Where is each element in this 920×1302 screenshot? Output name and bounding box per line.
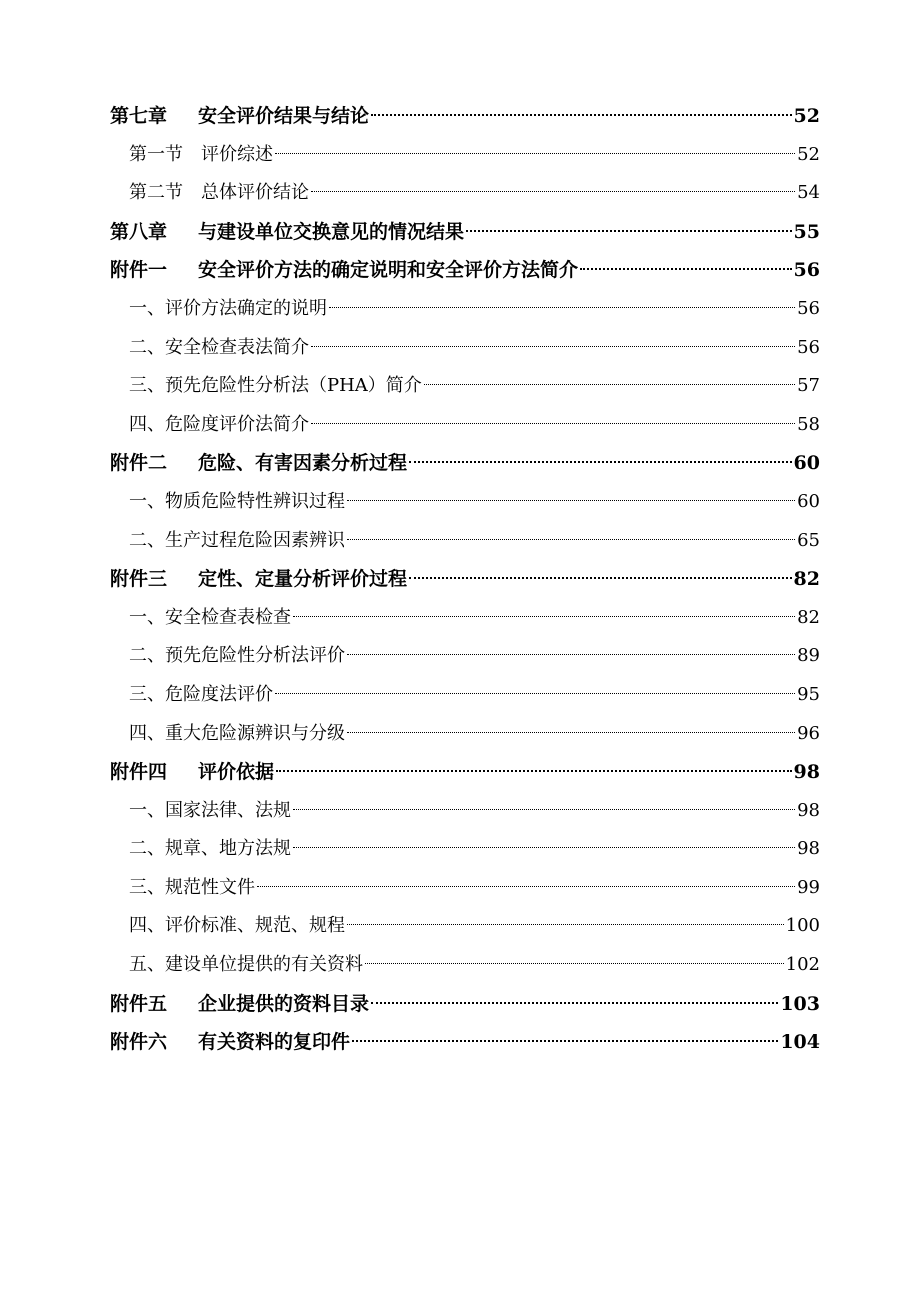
dot-leader <box>371 1002 778 1004</box>
toc-entry-page-number: 98 <box>793 761 820 784</box>
toc-entry-label: 四、 <box>129 413 165 435</box>
toc-entry-page-number: 99 <box>797 876 820 898</box>
toc-entry-title: 安全检查表法简介 <box>165 336 309 358</box>
toc-entry[interactable] <box>110 367 820 406</box>
toc-entry-label: 三、 <box>129 876 165 898</box>
dot-leader <box>293 847 795 848</box>
dot-leader <box>311 423 795 424</box>
toc-entry-title: 危险度评价法简介 <box>165 413 309 435</box>
toc-entry-page-number: 56 <box>797 297 820 319</box>
toc-entry-label: 三、 <box>129 683 165 705</box>
toc-entry[interactable] <box>110 830 820 869</box>
toc-entry-page-number: 104 <box>780 1031 820 1054</box>
toc-entry-page-number: 100 <box>785 915 820 937</box>
dot-leader <box>466 230 792 232</box>
toc-entry-title: 企业提供的资料目录 <box>198 992 370 1015</box>
toc-entry-page-number: 60 <box>797 490 820 512</box>
toc-entry[interactable] <box>110 136 820 175</box>
dot-leader <box>329 307 795 308</box>
toc-entry-label: 二、 <box>129 529 165 551</box>
toc-entry-label: 第八章 <box>110 220 168 243</box>
dot-leader <box>347 539 795 540</box>
toc-entry-title: 评价依据 <box>198 761 275 784</box>
toc-entry-label: 附件三 <box>110 568 168 591</box>
toc-entry-page-number: 56 <box>797 336 820 358</box>
toc-entry-title: 与建设单位交换意见的情况结果 <box>198 220 465 243</box>
toc-entry-label: 一、 <box>129 606 165 628</box>
dot-leader <box>424 384 795 385</box>
toc-entry-label: 第二节 <box>129 182 183 204</box>
dot-leader <box>293 616 795 617</box>
dot-leader <box>365 963 784 964</box>
dot-leader <box>293 809 795 810</box>
toc-entry-title: 评价综述 <box>201 143 273 165</box>
dot-leader <box>311 346 795 347</box>
toc-entry[interactable] <box>110 869 820 908</box>
toc-entry[interactable] <box>110 1023 820 1062</box>
dot-leader <box>276 770 792 772</box>
toc-entry-label: 二、 <box>129 336 165 358</box>
dot-leader <box>257 886 795 887</box>
toc-entry[interactable] <box>110 599 820 638</box>
toc-entry[interactable] <box>110 753 820 792</box>
toc-entry[interactable] <box>110 213 820 252</box>
toc-entry-title: 有关资料的复印件 <box>198 1031 351 1054</box>
toc-entry-page-number: 98 <box>797 799 820 821</box>
toc-entry-label: 一、 <box>129 297 165 319</box>
toc-entry-title: 物质危险特性辨识过程 <box>165 490 345 512</box>
toc-entry-title: 预先危险性分析法（PHA）简介 <box>165 375 422 397</box>
toc-entry-page-number: 58 <box>797 413 820 435</box>
toc-entry-page-number: 95 <box>797 683 820 705</box>
toc-entry-title: 定性、定量分析评价过程 <box>198 568 408 591</box>
toc-entry-label: 附件五 <box>110 992 168 1015</box>
toc-entry-page-number: 82 <box>797 606 820 628</box>
toc-entry-page-number: 60 <box>793 452 820 475</box>
toc-entry-title: 安全检查表检查 <box>165 606 291 628</box>
toc-entry-label: 附件六 <box>110 1031 168 1054</box>
dot-leader <box>275 153 795 154</box>
table-of-contents <box>110 97 820 1062</box>
toc-entry[interactable] <box>110 560 820 599</box>
toc-entry-title: 国家法律、法规 <box>165 799 291 821</box>
toc-entry[interactable] <box>110 637 820 676</box>
toc-entry-page-number: 55 <box>793 220 820 243</box>
dot-leader <box>347 654 795 655</box>
toc-entry-page-number: 102 <box>785 954 820 976</box>
toc-entry-label: 附件一 <box>110 259 168 282</box>
toc-entry-label: 附件二 <box>110 452 168 475</box>
toc-entry-page-number: 96 <box>797 722 820 744</box>
toc-entry[interactable] <box>110 676 820 715</box>
toc-entry-label: 二、 <box>129 838 165 860</box>
toc-entry-label: 附件四 <box>110 761 168 784</box>
toc-entry[interactable] <box>110 985 820 1024</box>
toc-entry-title: 安全评价方法的确定说明和安全评价方法简介 <box>198 259 579 282</box>
toc-entry[interactable] <box>110 792 820 831</box>
dot-leader <box>311 191 795 192</box>
toc-entry[interactable] <box>110 483 820 522</box>
toc-entry-label: 四、 <box>129 915 165 937</box>
toc-entry-title: 危险度法评价 <box>165 683 273 705</box>
toc-entry-page-number: 82 <box>793 568 820 591</box>
toc-entry-title: 预先危险性分析法评价 <box>165 645 345 667</box>
toc-entry-title: 总体评价结论 <box>201 182 309 204</box>
toc-entry-page-number: 54 <box>797 182 820 204</box>
toc-entry-page-number: 56 <box>793 259 820 282</box>
toc-entry-title: 建设单位提供的有关资料 <box>165 954 363 976</box>
toc-entry[interactable] <box>110 174 820 213</box>
toc-entry[interactable] <box>110 97 820 136</box>
dot-leader <box>347 732 795 733</box>
dot-leader <box>275 693 795 694</box>
toc-entry-page-number: 89 <box>797 645 820 667</box>
toc-entry-title: 危险、有害因素分析过程 <box>198 452 408 475</box>
dot-leader <box>409 461 792 463</box>
toc-entry-label: 四、 <box>129 722 165 744</box>
toc-entry-title: 重大危险源辨识与分级 <box>165 722 345 744</box>
toc-entry[interactable] <box>110 522 820 561</box>
toc-entry-label: 二、 <box>129 645 165 667</box>
toc-entry-page-number: 52 <box>793 105 820 127</box>
toc-entry[interactable] <box>110 946 820 985</box>
toc-entry-label: 三、 <box>129 375 165 397</box>
toc-entry-page-number: 57 <box>797 375 820 397</box>
toc-entry-page-number: 98 <box>797 838 820 860</box>
toc-entry[interactable] <box>110 715 820 754</box>
toc-entry-label: 五、 <box>129 954 165 976</box>
toc-entry-page-number: 65 <box>797 529 820 551</box>
toc-entry-title: 评价方法确定的说明 <box>165 297 327 319</box>
toc-entry[interactable] <box>110 329 820 368</box>
toc-entry-page-number: 52 <box>797 143 820 165</box>
toc-entry[interactable] <box>110 444 820 483</box>
dot-leader <box>347 500 795 501</box>
dot-leader <box>580 268 792 270</box>
toc-entry-page-number: 103 <box>780 992 820 1015</box>
toc-entry[interactable] <box>110 406 820 445</box>
dot-leader <box>371 114 792 116</box>
toc-entry-title: 安全评价结果与结论 <box>198 105 370 127</box>
toc-entry-label: 第一节 <box>129 143 183 165</box>
toc-entry-label: 一、 <box>129 490 165 512</box>
toc-entry[interactable] <box>110 907 820 946</box>
dot-leader <box>409 577 792 579</box>
toc-entry-title: 生产过程危险因素辨识 <box>165 529 345 551</box>
dot-leader <box>352 1040 778 1042</box>
toc-entry-label: 第七章 <box>110 105 168 127</box>
toc-entry-title: 评价标准、规范、规程 <box>165 915 345 937</box>
dot-leader <box>347 924 784 925</box>
toc-entry-title: 规范性文件 <box>165 876 255 898</box>
toc-entry-title: 规章、地方法规 <box>165 838 291 860</box>
toc-entry-label: 一、 <box>129 799 165 821</box>
toc-entry[interactable] <box>110 290 820 329</box>
toc-entry[interactable] <box>110 251 820 290</box>
